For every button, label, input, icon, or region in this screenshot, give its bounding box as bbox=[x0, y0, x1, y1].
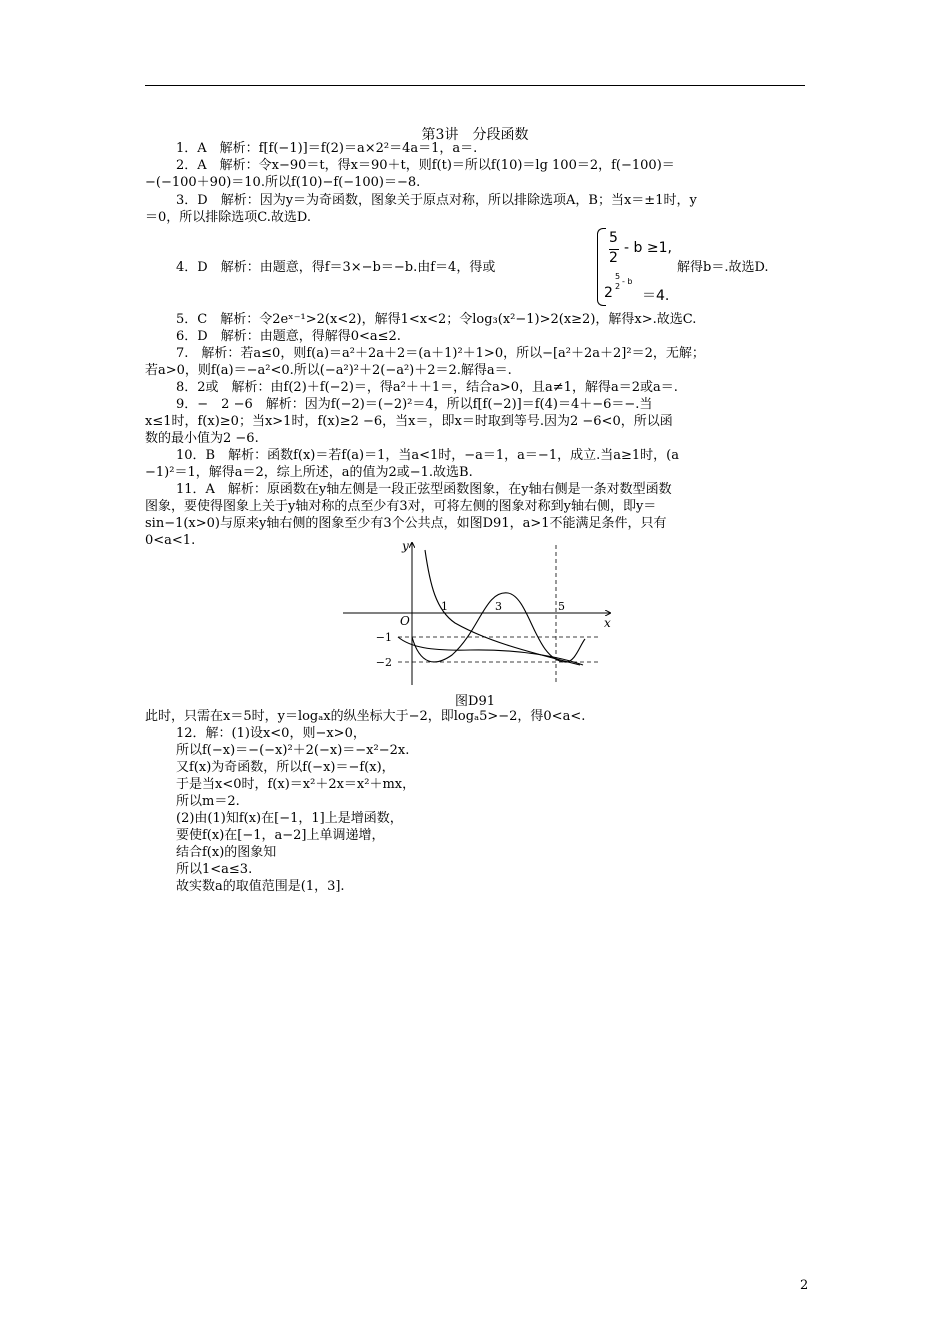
answer-line: 解得b＝.故选D. bbox=[677, 260, 769, 275]
answer-line: 图象，要使得图象上关于y轴对称的点至少有3对，可将左侧的图象对称到y轴右侧，即y＝ bbox=[145, 499, 657, 514]
y-tick-label: −1 bbox=[375, 631, 392, 644]
figure-caption: 图D91 bbox=[455, 694, 495, 709]
section-title: 第3讲 分段函数 bbox=[421, 127, 529, 143]
answer-line: ＝0，所以排除选项C.故选D. bbox=[145, 210, 311, 225]
answer-line: −(−100＋90)＝10.所以f(10)−f(−100)＝−8. bbox=[145, 175, 421, 190]
x-tick-label: 1 bbox=[441, 600, 448, 613]
origin-label: O bbox=[400, 614, 410, 628]
x-tick-label: 5 bbox=[558, 600, 565, 613]
system-frac-numerator: 5 bbox=[609, 230, 618, 246]
answer-line: 9．− 2 −6 解析：因为f(−2)＝(−2)²＝4，所以f[f(−2)]＝f(4)＝4＋−6＝−.当 bbox=[176, 397, 653, 412]
answer-line: 数的最小值为2 −6. bbox=[145, 431, 259, 446]
log-curve-flat bbox=[398, 637, 583, 665]
x-tick-label: 3 bbox=[495, 600, 502, 613]
answer-line: 11．A 解析：原函数在y轴左侧是一段正弦型函数图象，在y轴右侧是一条对数型函数 bbox=[176, 482, 672, 497]
solution-line: 此时，只需在x＝5时，y＝logₐx的纵坐标大于−2，即logₐ5>−2，得0<a<. bbox=[145, 709, 586, 724]
answer-line: 7. 解析：若a≤0，则f(a)＝a²＋2a＋2＝(a＋1)²＋1>0，所以−[a²＋2a＋2]²＝2，无解； bbox=[176, 346, 705, 361]
system-row2-exp-rest: - b bbox=[622, 277, 633, 286]
system-row2-rest: ＝4. bbox=[642, 288, 670, 304]
answer-line: 10．B 解析：函数f(x)＝若f(a)＝1，当a<1时，−a＝1，a＝−1，成立.当a≥1时，(a bbox=[176, 448, 679, 463]
answer-line: 0<a<1. bbox=[145, 533, 196, 548]
system-row1-rest: - b ≥1, bbox=[624, 240, 672, 256]
solution-line: 故实数a的取值范围是(1，3]. bbox=[176, 879, 345, 894]
answer-line: sin−1(x>0)与原来y轴右侧的图象至少有3个公共点，如图D91，a>1不能满足条件，只有 bbox=[145, 516, 667, 531]
system-row2-base: 2 bbox=[604, 285, 613, 301]
answer-line: x≤1时，f(x)≥0；当x>1时，f(x)≥2 −6，当x＝，即x＝时取到等号.因为2 −6<0，所以函 bbox=[145, 414, 673, 429]
solution-line: 结合f(x)的图象知 bbox=[176, 845, 277, 860]
answer-line: 4．D 解析：由题意，得f＝3×−b＝−b.由f＝4，得或 bbox=[176, 260, 496, 275]
solution-line: 于是当x<0时，f(x)＝x²＋2x＝x²＋mx， bbox=[176, 777, 416, 792]
answer-line: 8．2或 解析：由f(2)＋f(−2)＝，得a²＋＋1＝，结合a>0，且a≠1，解得a＝2或a＝. bbox=[176, 380, 678, 395]
answer-line: 6．D 解析：由题意，得解得0<a≤2. bbox=[176, 329, 401, 344]
solution-line: 所以m＝2. bbox=[176, 794, 240, 809]
x-axis-label: x bbox=[604, 616, 611, 630]
y-axis-label: y bbox=[402, 539, 409, 553]
answer-line: 2．A 解析：令x−90＝t，得x＝90＋t，则f(t)＝所以f(10)＝lg 100＝2，f(−100)＝ bbox=[176, 158, 675, 173]
page-number: 2 bbox=[800, 1278, 809, 1293]
solution-line: 所以f(−x)＝−(−x)²＋2(−x)＝−x²−2x. bbox=[176, 743, 410, 758]
answer-line: 1．A 解析：f[f(−1)]＝f(2)＝a×2²＝4a＝1，a＝. bbox=[176, 141, 478, 156]
log-curve-steep bbox=[425, 550, 580, 665]
y-tick-label: −2 bbox=[375, 656, 392, 669]
answer-line: 5．C 解析：令2eˣ⁻¹>2(x<2)，解得1<x<2；令log₃(x²−1)>2(x≥2)，解得x>.故选C. bbox=[176, 312, 697, 327]
system-row2-exp: 5 bbox=[615, 272, 621, 281]
answer-line: 3．D 解析：因为y＝为奇函数，图象关于原点对称，所以排除选项A，B；当x＝±1时，y bbox=[176, 193, 697, 208]
solution-line: (2)由(1)知f(x)在[−1，1]上是增函数， bbox=[176, 811, 403, 826]
solution-line: 要使f(x)在[−1，a−2]上单调递增， bbox=[176, 828, 385, 843]
system-row2-exp-den: 2 bbox=[615, 282, 621, 291]
system-frac-denominator: 2 bbox=[609, 250, 618, 266]
solution-line: 又f(x)为奇函数，所以f(−x)＝−f(x)， bbox=[176, 760, 395, 775]
function-graph-figure bbox=[340, 535, 620, 690]
solution-line: 所以1<a≤3. bbox=[176, 862, 253, 877]
answer-line: −1)²＝1，解得a＝2，综上所述，a的值为2或−1.故选B. bbox=[145, 465, 473, 480]
header-rule bbox=[145, 85, 805, 86]
solution-line: 12．解：(1)设x<0，则−x>0， bbox=[176, 726, 366, 741]
answer-line: 若a>0，则f(a)＝−a²<0.所以(−a²)²＋2(−a²)＋2＝2.解得a＝. bbox=[145, 363, 512, 378]
